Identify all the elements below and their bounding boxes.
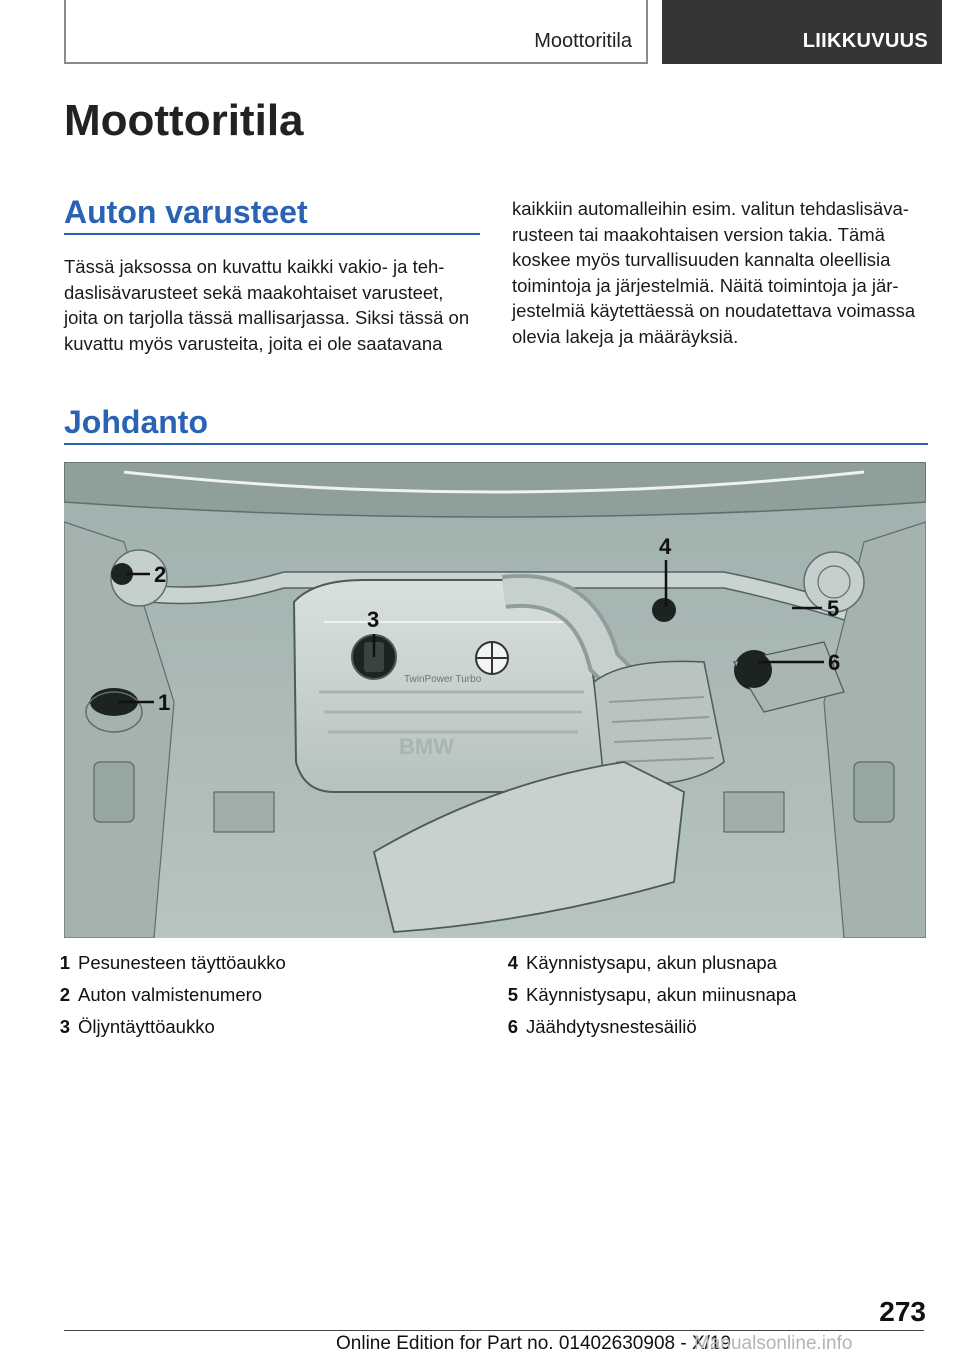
header-section-title: Moottoritila (534, 30, 632, 52)
legend-number: 2 (59, 984, 70, 1005)
legend-item (496, 1011, 796, 1043)
legend-item (48, 947, 286, 979)
legend-text: Käynnistysapu, akun plusnapa (526, 952, 777, 973)
legend-text: Auton valmistenumero (78, 984, 263, 1005)
text-line: rusteen tai maakohtaisen version takia. Tämä (512, 223, 885, 245)
text-line: Tässä jaksossa on kuvattu kaikki vakio- ja teh‐ (64, 256, 445, 277)
engine-bay-drawing (64, 462, 926, 938)
footer-rule (64, 1330, 924, 1331)
callout-4: 4 (659, 534, 672, 559)
text-line: joita on tarjolla tässä mallisarjassa. Siksi tässä on (64, 307, 470, 328)
page-title: Moottoritila (64, 96, 304, 145)
legend-right (496, 947, 796, 1043)
legend-number: 6 (507, 1016, 518, 1037)
text-line: jestelmiä käytettäessä on noudatettava voimassa (512, 300, 916, 321)
callout-2: 2 (154, 562, 167, 587)
legend-item (48, 979, 286, 1011)
section-heading-auton-varusteet: Auton varusteet (64, 194, 308, 230)
footer-edition: Online Edition for Part no. 01402630908 - X/19 (336, 1333, 732, 1354)
watermark-logo: Manualsonline.info (694, 1333, 853, 1354)
text-line: olevia lakeja ja määräyksiä. (512, 325, 739, 347)
section-rule (64, 233, 480, 235)
text-line: kaikkiin automalleihin esim. valitun tehdaslisäva‐ (512, 198, 909, 219)
legend-left (48, 947, 286, 1043)
legend-item (48, 1011, 286, 1043)
legend-item (496, 979, 796, 1011)
header-chapter-tab[interactable] (662, 0, 942, 64)
legend-number: 5 (507, 984, 518, 1005)
callout-1: 1 (158, 690, 171, 715)
header-chapter-title: LIIKKUVUUS (802, 30, 928, 52)
header-section-box (64, 0, 648, 64)
legend-item (496, 947, 796, 979)
text-line: koskee myös turvallisuuden kannalta oleellisia (512, 249, 891, 270)
page-number: 273 (879, 1296, 926, 1327)
body-text-left (64, 254, 484, 356)
section-heading-johdanto: Johdanto (64, 404, 208, 440)
legend-number: 4 (507, 952, 518, 973)
legend-number: 3 (59, 1016, 70, 1037)
section-rule (64, 443, 928, 445)
legend-text: Käynnistysapu, akun miinusnapa (526, 984, 797, 1005)
legend-text: Öljyntäyttöaukko (78, 1016, 215, 1037)
legend-text: Pesunesteen täyttöaukko (78, 952, 286, 973)
engine-bay-illustration (64, 462, 926, 938)
text-line: daslisävarusteet sekä maakohtaiset varusteet, (64, 281, 444, 303)
cover-logo-text: BMW (399, 734, 454, 759)
callout-6: 6 (828, 650, 841, 675)
text-line: kuvattu myös varusteita, joita ei ole saatavana (64, 332, 443, 354)
body-text-right (512, 196, 932, 349)
legend-number: 1 (59, 952, 70, 973)
callout-5: 5 (827, 596, 840, 621)
legend-text: Jäähdytysnestesäiliö (526, 1016, 697, 1037)
callout-3: 3 (367, 607, 380, 632)
text-line: toimintoja ja järjestelmiä. Näitä toimintoja ja jär‐ (512, 274, 899, 296)
cover-subtext: TwinPower Turbo (404, 674, 482, 685)
